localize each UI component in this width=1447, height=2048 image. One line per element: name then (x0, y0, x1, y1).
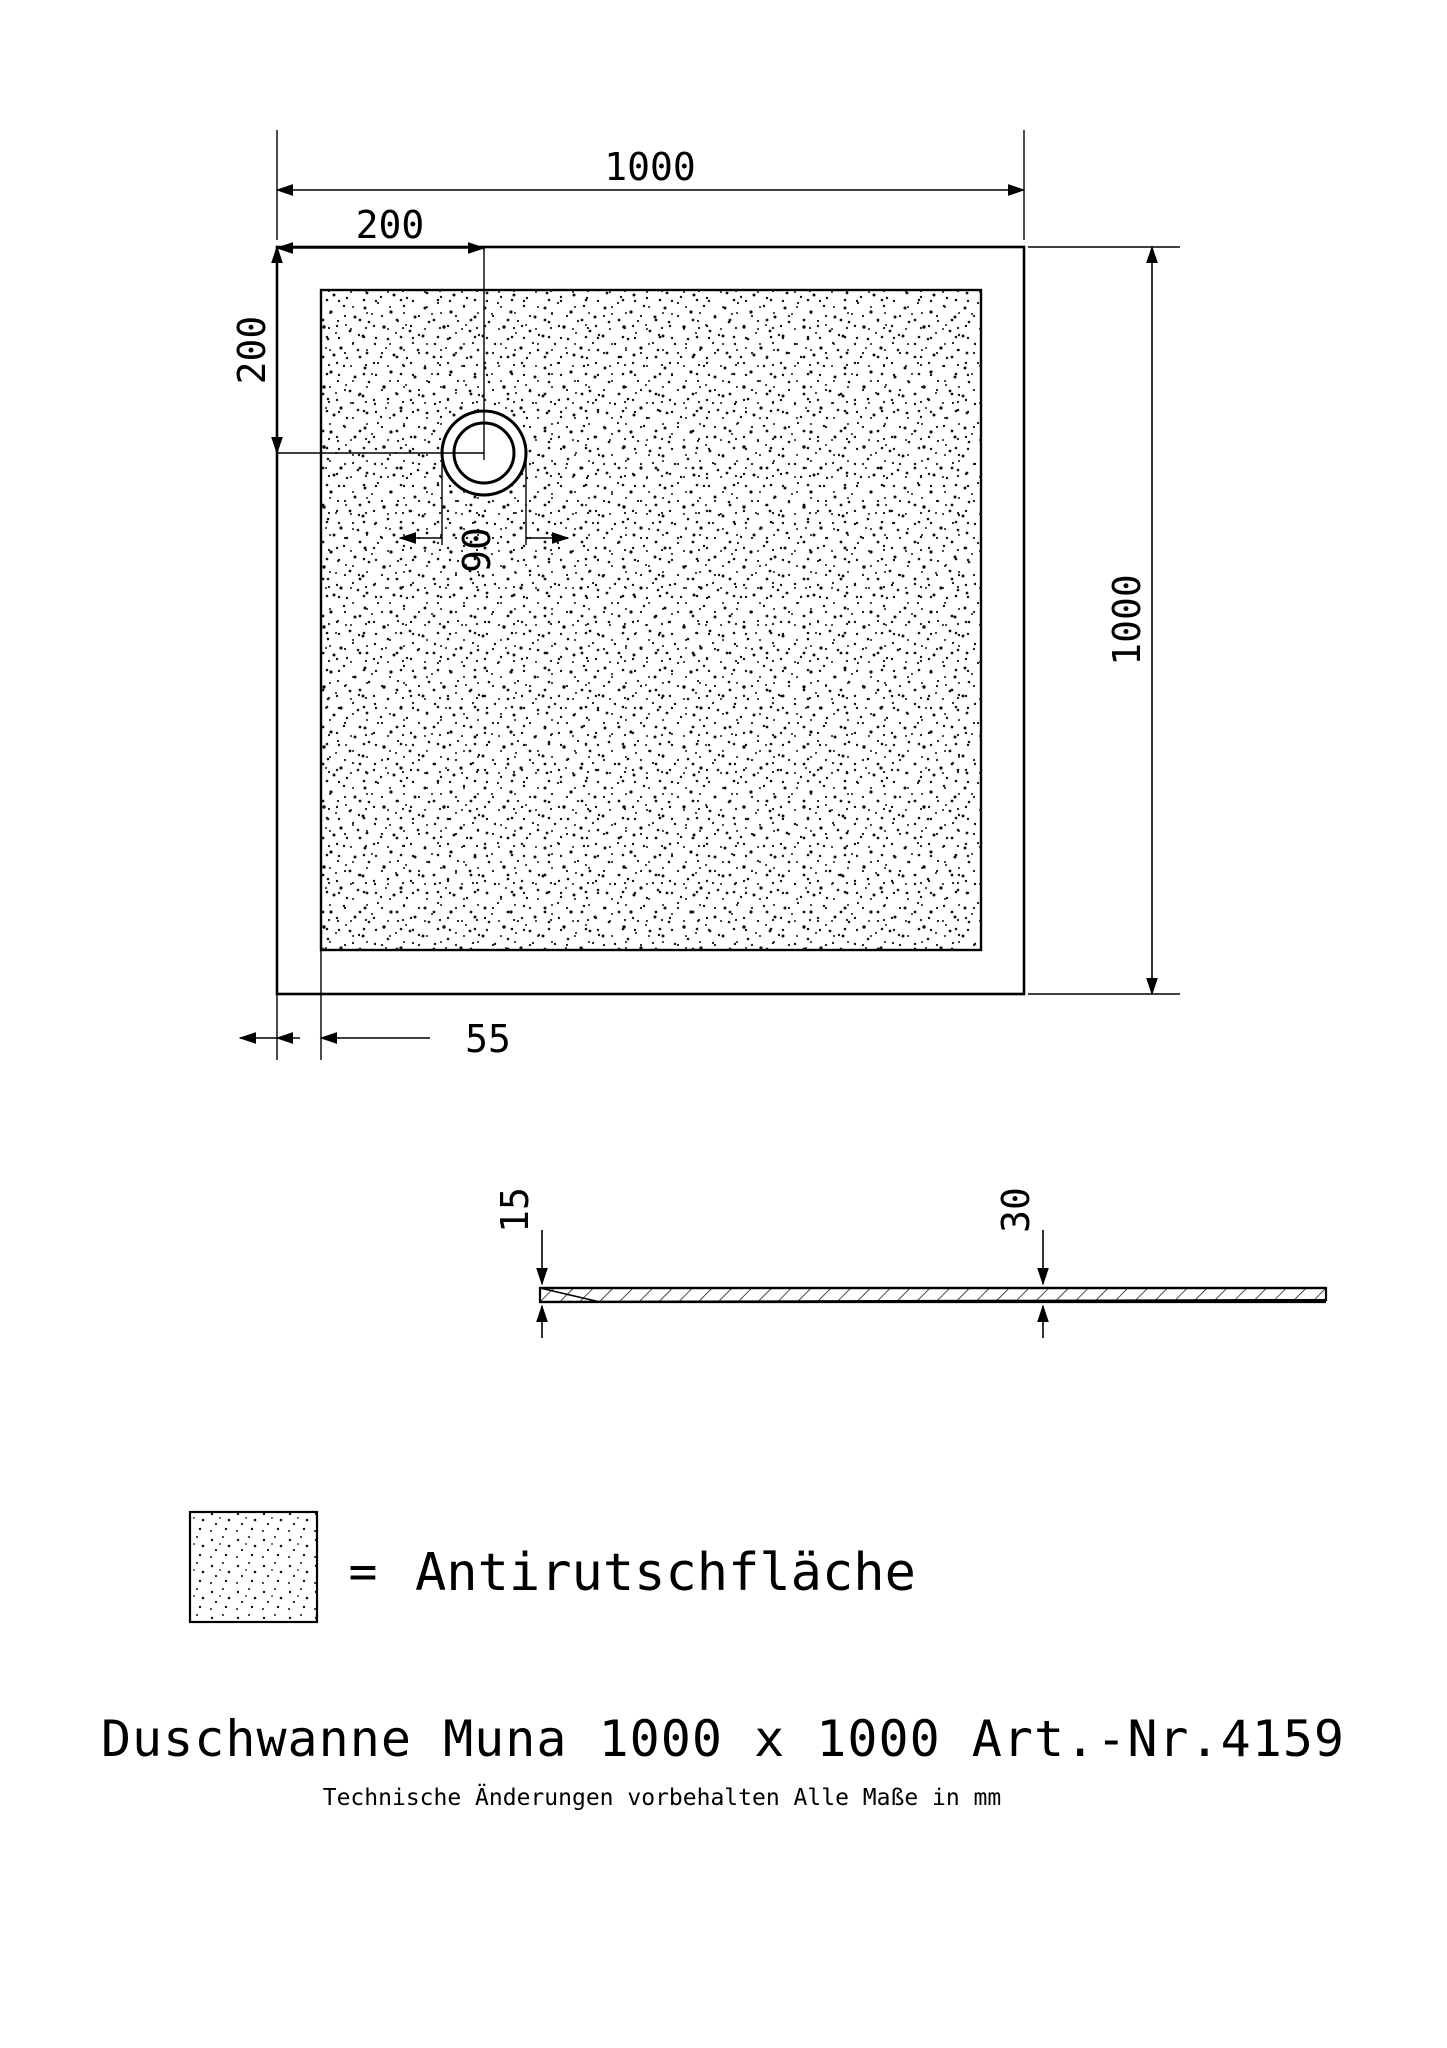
legend-equals-sign: = (348, 1544, 378, 1600)
section-view (493, 1187, 1326, 1338)
legend (190, 1512, 916, 1622)
anti-slip-area-texture (321, 290, 981, 950)
title-block (101, 1710, 1345, 1811)
dim-outer-height-label: 30 (994, 1187, 1038, 1233)
dim-edge-offset-label: 55 (465, 1017, 511, 1061)
anti-slip-surface-swatch (190, 1512, 317, 1622)
section-profile (540, 1288, 1326, 1302)
dim-drain-offset-y-label: 200 (230, 315, 274, 385)
dim-inner-height-label: 15 (493, 1187, 537, 1233)
drawing-subtitle: Technische Änderungen vorbehalten Alle Maße in mm (322, 1785, 1002, 1811)
legend-label: Antirutschfläche (415, 1543, 916, 1603)
dim-overall-width-label: 1000 (604, 145, 696, 189)
dim-drain-diameter-label: 90 (455, 527, 499, 573)
plan-view (230, 130, 1180, 1061)
dim-drain-offset-x-label: 200 (355, 203, 425, 247)
drawing-title: Duschwanne Muna 1000 x 1000 Art.-Nr.4159 (100, 1710, 1346, 1768)
dim-overall-height-label: 1000 (1105, 574, 1149, 666)
